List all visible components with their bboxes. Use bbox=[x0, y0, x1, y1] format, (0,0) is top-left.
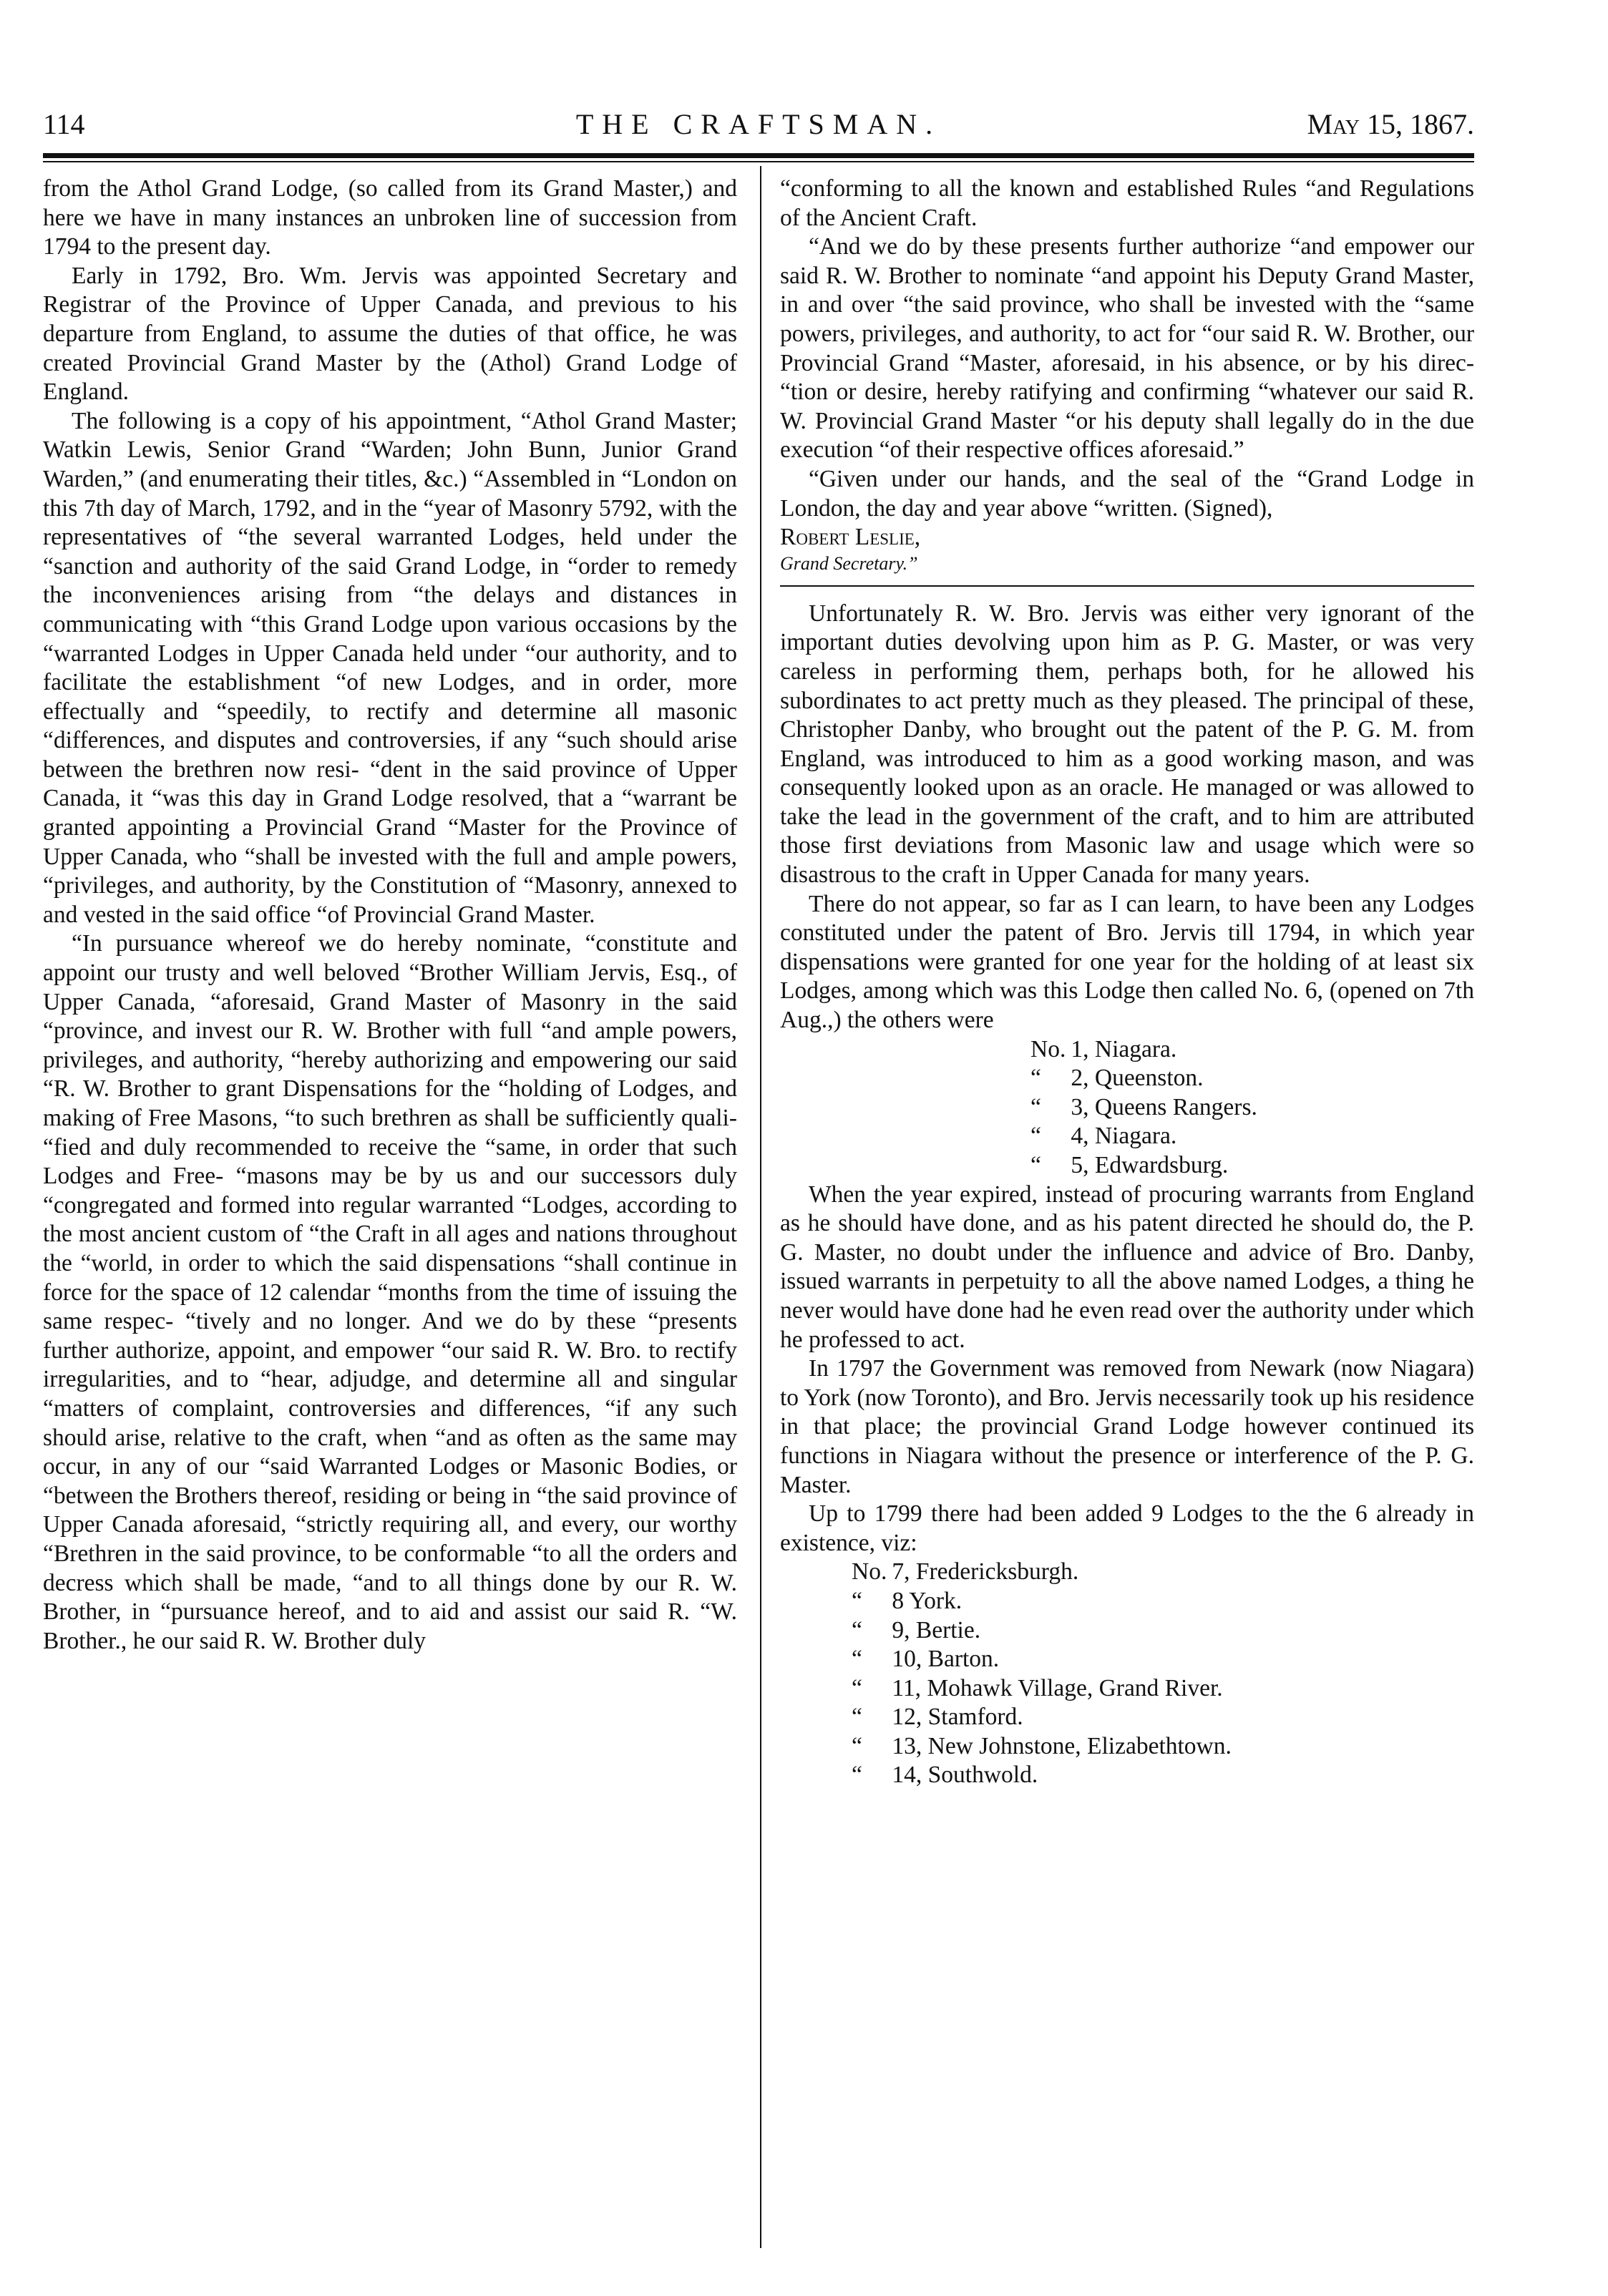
list-item bbox=[1030, 1093, 1474, 1123]
header-rule-thick bbox=[43, 153, 1474, 158]
list-item bbox=[852, 1732, 1474, 1762]
lodge-name: 9, Bertie. bbox=[892, 1616, 981, 1643]
signature-name: Robert Leslie, bbox=[780, 524, 921, 551]
lodge-name: 4, Niagara. bbox=[1071, 1123, 1177, 1150]
list-prefix: “ bbox=[852, 1587, 862, 1614]
lodge-name: 14, Southwold. bbox=[892, 1762, 1038, 1789]
list-prefix: No. bbox=[1030, 1035, 1066, 1062]
section-rule bbox=[780, 585, 1474, 587]
paragraph: Early in 1792, Bro. Wm. Jervis was appointed Secretary and Registrar of the Province of Upper Canada, and previous to his departure from England, to assume the duties of that office, he was created Provincial Grand Master by the (Athol) Grand Lodge of England. bbox=[43, 262, 737, 406]
list-item bbox=[1030, 1035, 1474, 1065]
signature-title: Grand Secretary.” bbox=[780, 552, 918, 574]
list-item bbox=[852, 1558, 1474, 1587]
list-prefix: “ bbox=[852, 1732, 862, 1759]
list-item bbox=[1030, 1122, 1474, 1151]
list-prefix: “ bbox=[852, 1616, 862, 1643]
page-number: 114 bbox=[43, 108, 85, 140]
journal-title: THE CRAFTSMAN. bbox=[575, 108, 942, 140]
lodge-name: 12, Stamford. bbox=[892, 1704, 1023, 1731]
list-prefix: “ bbox=[1030, 1093, 1041, 1120]
lodge-name: 3, Queens Rangers. bbox=[1071, 1093, 1257, 1120]
list-item bbox=[1030, 1064, 1474, 1093]
list-item bbox=[852, 1703, 1474, 1732]
issue-date: May 15, 1867. bbox=[1307, 108, 1474, 140]
lodge-list-1799 bbox=[780, 1558, 1474, 1790]
list-prefix: “ bbox=[852, 1674, 862, 1701]
lodge-name: 5, Edwardsburg. bbox=[1071, 1152, 1229, 1178]
list-prefix: “ bbox=[852, 1762, 862, 1789]
right-column bbox=[780, 175, 1474, 1790]
lodge-name: 13, New Johnstone, Elizabethtown. bbox=[892, 1732, 1232, 1759]
paragraph: “In pursuance whereof we do hereby nominate, “constitute and appoint our trusty and well beloved “Brother William Jervis, Esq., of Upper Canada, “aforesaid, Grand Master of Masonry in the said “province, and invest our R. W. Brother with full “and ample powers, privileges, and authority, “hereby authorizing and empowering our said “R. W. Brother to grant Dispensations for the “holding of Lodges, and making of Free Masons, “to such brethren as shall be sufficiently quali- “fied and duly recommended to receive the “same, in order that such Lodges and Free- “masons may be by us and our successors duly “congregated and formed into regular warranted “Lodges, according to the most ancient custom of “the Craft in all ages and nations throughout the “world, in order to which the said dispensations “shall continue in force for the space of 12 calendar “months from the time of issuing the same respec- “tively and no longer. And we do by these “presents further authorize, appoint, and empower “our said R. W. Bro. to rectify irregularities, and to “hear, adjudge, and determine all and singular “matters of complaint, controversies and differences, “if any such should arise, relative to the craft, when “and as often as the same may occur, in any of our “said Warranted Lodges or Masonic Bodies, or “between the Brothers thereof, residing or being in “the said province of Upper Canada aforesaid, “strictly requiring all, and every, our worthy “Brethren in the said province, to be conformable “to all the orders and decress which shall be made, “and to all things done by our R. W. Brother, in “pursuance hereof, and to aid and assist our said R. “W. Brother., he our said R. W. Brother duly bbox=[43, 930, 737, 1654]
paragraph: Up to 1799 there had been added 9 Lodges to the the 6 already in existence, viz: bbox=[780, 1500, 1474, 1556]
lodge-name: 1, Niagara. bbox=[1071, 1035, 1177, 1062]
column-divider bbox=[760, 166, 761, 2248]
list-prefix: “ bbox=[1030, 1123, 1041, 1150]
left-column bbox=[43, 175, 737, 1656]
list-prefix: “ bbox=[1030, 1065, 1041, 1092]
list-prefix: “ bbox=[1030, 1152, 1041, 1178]
list-item bbox=[1030, 1151, 1474, 1181]
list-prefix: No. bbox=[852, 1558, 887, 1586]
paragraph: from the Athol Grand Lodge, (so called from its Grand Master,) and here we have in many instances an unbroken line of succession from 1794 to the present day. bbox=[43, 175, 737, 260]
lodge-name: 11, Mohawk Village, Grand River. bbox=[892, 1674, 1223, 1701]
paragraph: “Given under our hands, and the seal of the “Grand Lodge in London, the day and year above “written. (Signed), bbox=[780, 465, 1474, 522]
list-item bbox=[852, 1645, 1474, 1674]
list-prefix: “ bbox=[852, 1646, 862, 1673]
paragraph: “And we do by these presents further authorize “and empower our said R. W. Brother to nominate “and appoint his Deputy Grand Master, in and over “the said province, who shall be invested with the “same powers, privileges, and authority, to act for “our said R. W. Brother, our Provincial Grand “Master, aforesaid, in his absence, or by his direc- “tion or desire, hereby ratifying and confirming “whatever our said R. W. Provincial Grand Master “or his deputy shall legally do in the due execution “of their respective offices aforesaid.” bbox=[780, 233, 1474, 464]
list-item bbox=[852, 1761, 1474, 1790]
paragraph: “conforming to all the known and established Rules “and Regulations of the Ancient Craft. bbox=[780, 175, 1474, 231]
paragraph: Unfortunately R. W. Bro. Jervis was either very ignorant of the important duties devolving upon him as P. G. Master, or was very careless in performing them, perhaps both, for he allowed his subordinates to act pretty much as they pleased. The principal of these, Christopher Danby, who brought out the patent of the P. G. M. from England, was introduced to him as a good working mason, and was consequently looked upon as an oracle. He managed or was allowed to take the lead in the government of the craft, and to him are attributed those first deviations from Masonic law and usage which were so disastrous to the craft in Upper Canada for many years. bbox=[780, 600, 1474, 889]
header-rule-thin bbox=[43, 161, 1474, 162]
paragraph: In 1797 the Government was removed from Newark (now Niagara) to York (now Toronto), and Bro. Jervis necessarily took up his residence in that place; the provincial Grand Lodge however continued its functions in Niagara without the presence or interference of the P. G. Master. bbox=[780, 1355, 1474, 1498]
lodge-list-1794 bbox=[780, 1035, 1474, 1181]
lodge-name: 7, Fredericksburgh. bbox=[892, 1558, 1079, 1586]
list-item bbox=[852, 1587, 1474, 1616]
paragraph: There do not appear, so far as I can learn, to have been any Lodges constituted under the patent of Bro. Jervis till 1794, in which year dispensations were granted for one year for the holding of at least six Lodges, among which was this Lodge then called No. 6, (opened on 7th Aug.,) the others were bbox=[780, 890, 1474, 1034]
page-header bbox=[43, 107, 1474, 150]
lodge-name: 10, Barton. bbox=[892, 1646, 1000, 1673]
paragraph: When the year expired, instead of procuring warrants from England as he should have done, and as his patent directed he should do, the P. G. Master, no doubt under the influence and advice of Bro. Danby, issued warrants in perpetuity to all the above named Lodges, a thing he never would have done had he even read over the authority under which he professed to act. bbox=[780, 1181, 1474, 1353]
lodge-name: 2, Queenston. bbox=[1071, 1065, 1204, 1092]
lodge-name: 8 York. bbox=[892, 1587, 963, 1614]
list-item bbox=[852, 1616, 1474, 1646]
paragraph: The following is a copy of his appointment, “Athol Grand Master; Watkin Lewis, Senior Grand “Warden; John Bunn, Junior Grand Warden,” (and enumerating their titles, &c.) “Assembled in “London on this 7th day of March, 1792, and in the “year of Masonry 5792, with the representatives of “the several warranted Lodges, held under the “sanction and authority of the said Grand Lodge, in “order to remedy the inconveniences arising from “the delays and distances in communicating with “this Grand Lodge upon various occasions by the “warranted Lodges in Upper Canada held under “our authority, and to facilitate the establishment “of new Lodges, and in order, more effectually and “speedily, to rectify and determine all masonic “differences, and disputes and controversies, if any “such should arise between the brethren now resi- “dent in the said province of Upper Canada, it “was this day in Grand Lodge resolved, that a “warrant be granted appointing a Provincial Grand “Master for the Province of Upper Canada, who “shall be invested with the full and ample powers, “privileges, and authority, by the Constitution of “Masonry, annexed to and vested in the said office “of Provincial Grand Master. bbox=[43, 407, 737, 928]
list-prefix: “ bbox=[852, 1704, 862, 1731]
list-item bbox=[852, 1674, 1474, 1704]
